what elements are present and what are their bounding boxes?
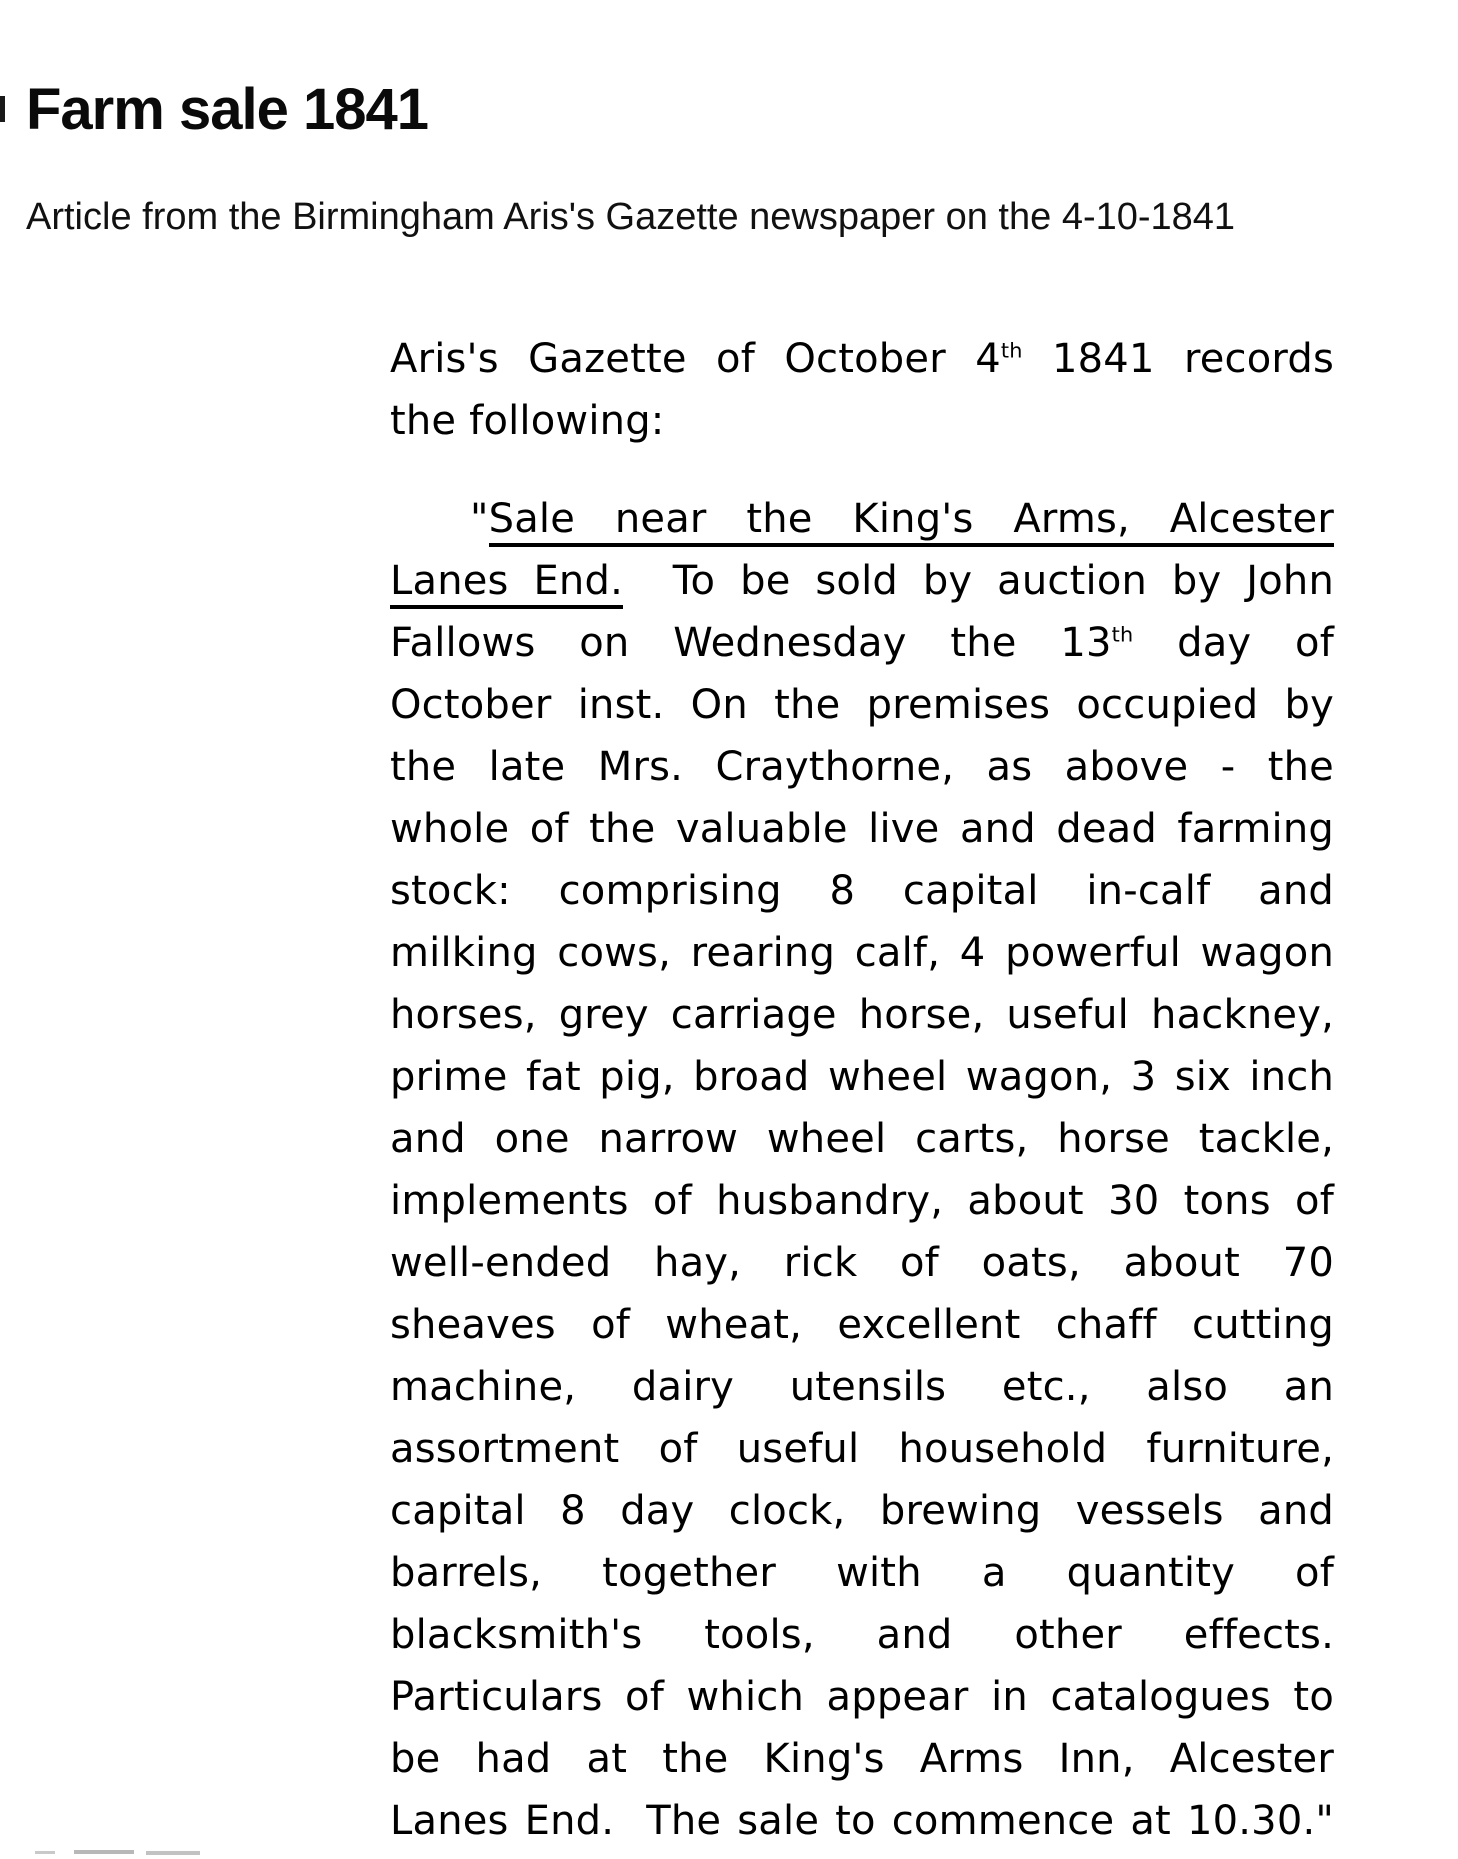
article-line: be had at the King's Arms Inn, Alcester	[390, 1736, 1334, 1782]
scan-artifact-left-speck	[0, 96, 5, 122]
article-line	[390, 550, 1334, 612]
article-line: barrels, together with a quantity of	[390, 1550, 1334, 1596]
article-line: Particulars of which appear in catalogues to	[390, 1674, 1334, 1720]
article-line: Lanes End. The sale to commence at 10.30."	[390, 1798, 1334, 1844]
article-line: milking cows, rearing calf, 4 powerful wagon	[390, 930, 1334, 976]
article-line	[390, 488, 1334, 550]
underlined-sale-heading: Sale near the King's Arms, Alcester	[489, 496, 1334, 547]
article-line	[390, 612, 1334, 674]
article-line: October inst. On the premises occupied by	[390, 682, 1334, 728]
page-title: Farm sale 1841	[26, 77, 428, 142]
article-line: well-ended hay, rick of oats, about 70	[390, 1240, 1334, 1286]
article-line: and one narrow wheel carts, horse tackle,	[390, 1116, 1334, 1162]
article-line: blacksmith's tools, and other effects.	[390, 1612, 1334, 1658]
ordinal-superscript: th	[1000, 338, 1023, 363]
article-line: capital 8 day clock, brewing vessels and	[390, 1488, 1334, 1534]
article-line	[390, 328, 1334, 390]
quote-line-text: To be sold by auction by John	[623, 558, 1335, 604]
article-line: machine, dairy utensils etc., also an	[390, 1364, 1334, 1410]
article-line: sheaves of wheat, excellent chaff cutting	[390, 1302, 1334, 1348]
article-line: the late Mrs. Craythorne, as above - the	[390, 744, 1334, 790]
scan-artifact-bottom-mark	[146, 1851, 200, 1855]
article-line: whole of the valuable live and dead farming	[390, 806, 1334, 852]
scan-quote-paragraph	[390, 488, 1334, 1852]
newspaper-scan	[390, 328, 1334, 1852]
intro-line1-text: Aris's Gazette of October 4	[390, 336, 1001, 382]
ordinal-superscript: th	[1111, 622, 1134, 647]
article-line: implements of husbandry, about 30 tons of	[390, 1178, 1334, 1224]
article-line: horses, grey carriage horse, useful hackney,	[390, 992, 1334, 1038]
quote-line-text: Fallows on Wednesday the 13	[390, 620, 1112, 666]
article-line: stock: comprising 8 capital in-calf and	[390, 868, 1334, 914]
scan-artifact-bottom-mark	[74, 1850, 134, 1854]
underlined-sale-heading: Lanes End.	[390, 558, 623, 609]
page-subtitle: Article from the Birmingham Aris's Gazette newspaper on the 4-10-1841	[26, 196, 1236, 238]
article-line: prime fat pig, broad wheel wagon, 3 six inch	[390, 1054, 1334, 1100]
intro-line1-text: 1841 records	[1022, 336, 1334, 382]
article-line: assortment of useful household furniture,	[390, 1426, 1334, 1472]
article-line: the following:	[390, 398, 665, 444]
scan-artifact-bottom-mark	[35, 1851, 55, 1854]
quote-line-text: day of	[1133, 620, 1334, 666]
open-quote-mark: "	[470, 496, 489, 542]
scan-intro-paragraph	[390, 328, 1334, 452]
